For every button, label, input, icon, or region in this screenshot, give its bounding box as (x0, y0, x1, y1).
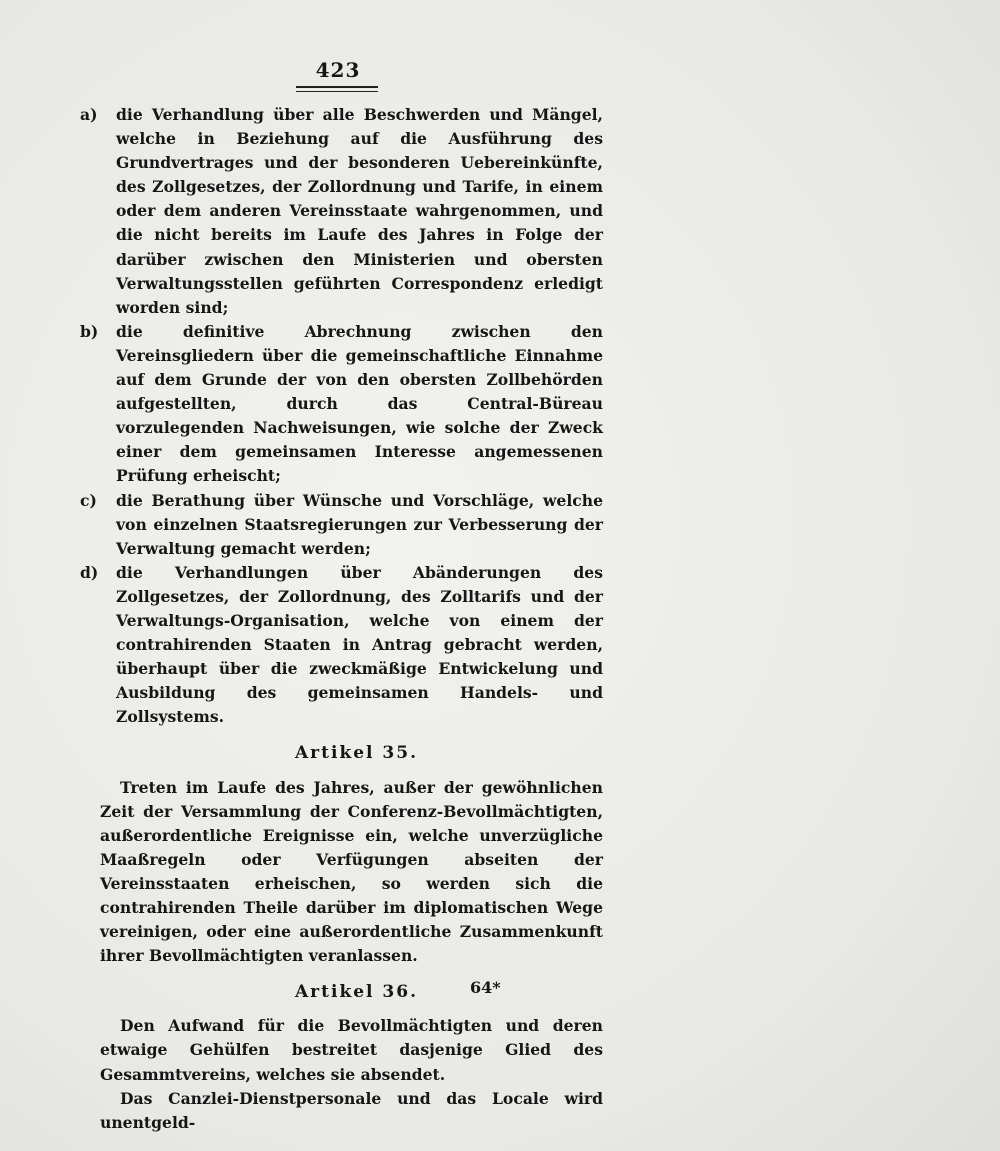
article-35-text: Treten im Laufe des Jahres, außer der gewöhnlichen Zeit der Versammlung der Conferenz-Bevollmächtigten, außerordentliche Ereignisse ein, welche unverzügliche Maaßregeln oder Verfügungen abseiten der Vereinsstaaten erheischen, so werden sich die contrahirenden Theile darüber im diplomatischen Wege vereinigen, oder eine außerordentliche Zusammenkunft ihrer Bevollmächtigten veranlassen. (100, 777, 603, 966)
list-item-c (80, 489, 603, 561)
signature-mark: 64* (470, 978, 501, 997)
text-column (80, 103, 603, 1135)
list-item-text: die Verhandlung über alle Beschwerden und Mängel, welche in Beziehung auf die Ausführung des Grundvertrages und der besonderen Uebereinkünfte, des Zollgesetzes, der Zollordnung und Tarife, in einem oder dem anderen Vereinsstaate wahrgenommen, und die nicht bereits im Laufe des Jahres in Folge der darüber zwischen den Ministerien und obersten Verwaltungsstellen geführten Correspondenz erledigt worden sind; (116, 105, 603, 317)
list-marker: c) (80, 490, 97, 510)
list-item-a (80, 103, 603, 320)
list-item-d (80, 561, 603, 730)
header-rule (296, 86, 378, 88)
list-item-text: die Berathung über Wünsche und Vorschläge, welche von einzelnen Staatsregierungen zur Verbesserung der Verwaltung gemacht werden; (116, 490, 603, 558)
article-36-heading: Artikel 36. (294, 982, 418, 1003)
article-36-text-2: Das Canzlei-Dienstpersonale und das Locale wird unentgeld- (100, 1088, 603, 1132)
header-rule-thin (296, 91, 378, 92)
article-35-heading: Artikel 35. (294, 743, 418, 764)
list-marker: d) (80, 562, 99, 582)
list-marker: a) (80, 105, 98, 124)
list-item-text: die definitive Abrechnung zwischen den Vereinsgliedern über die gemeinschaftliche Einnahme auf dem Grunde der von den obersten Zollbehörden aufgestellten, durch das Central-Büreau vorzulegenden Nachweisungen, wie solche der Zweck einer dem gemeinsamen Interesse angemessenen Prüfung erheischt; (116, 321, 603, 486)
list-item-b (80, 320, 603, 489)
list-marker: b) (80, 321, 99, 341)
article-36-text-1: Den Aufwand für die Bevollmächtigten und deren etwaige Gehülfen bestreitet dasjenige Glied des Gesammtvereins, welches sie absendet. (100, 1016, 603, 1084)
page-number: 423 (315, 58, 361, 82)
list-item-text: die Verhandlungen über Abänderungen des Zollgesetzes, der Zollordnung, des Zolltarifs und der Verwaltungs-Organisation, welche von einem der contrahirenden Staaten in Antrag gebracht werden, überhaupt über die zweckmäßige Entwickelung und Ausbildung des gemeinsamen Handels- und Zollsystems. (116, 562, 603, 727)
